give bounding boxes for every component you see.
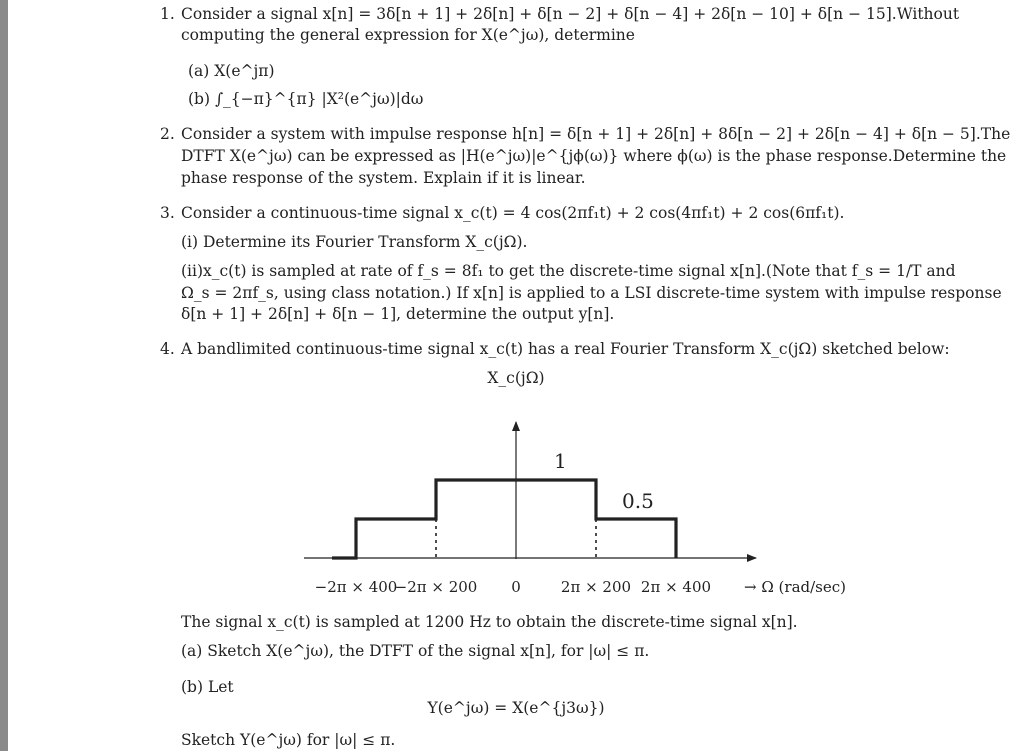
figure-title: X_c(jΩ) [487, 369, 545, 387]
x-axis-label: → Ω (rad/sec) [744, 578, 846, 596]
q4-number: 4. [160, 340, 175, 358]
q1-line1-left: Consider a signal x[n] = 3δ[n + 1] + 2δ[n] + δ[n − 2] + δ[n − 4] + 2δ[n − 10] + δ[n − 15]. [181, 5, 897, 23]
q2-line2-right: Determine the [892, 147, 1007, 165]
q2-line1-left: Consider a system with impulse response h[n] = δ[n + 1] + 2δ[n] + 8δ[n − 2] + 2δ[n − 4] + δ[n − 5]. [181, 125, 981, 143]
q2-line2 [181, 146, 1007, 166]
q2-line1-right: The [980, 125, 1011, 143]
q1-line1-right: Without [896, 5, 960, 23]
q4-part-a: (a) Sketch X(e^jω), the DTFT of the signal x[n], for |ω| ≤ π. [181, 642, 650, 660]
q3-part-ii-line1 [181, 261, 956, 281]
x-tick-label: 0 [511, 578, 521, 596]
q1-number: 1. [160, 5, 175, 23]
q4-equation: Y(e^jω) = X(e^{j3ω}) [427, 699, 605, 717]
q3-part-ii-line1-left: (ii)x_c(t) is sampled at rate of f_s = 8f₁ to get the discrete-time signal x[n]. [181, 262, 766, 280]
annotation-peak-value: 1 [554, 449, 567, 473]
q3-part-ii-line1-right: (Note that f_s = 1/T and [765, 262, 956, 280]
q4-part-b: (b) Let [181, 678, 234, 696]
q3-part-ii-line3: δ[n + 1] + 2δ[n] + δ[n − 1], determine the output y[n]. [181, 305, 615, 323]
x-tick-label: 2π × 200 [560, 578, 632, 596]
spectrum-figure [8, 360, 1024, 610]
q1-part-a: (a) X(e^jπ) [188, 62, 275, 80]
q4-line1: A bandlimited continuous-time signal x_c(t) has a real Fourier Transform X_c(jΩ) sketched below: [181, 340, 950, 358]
q2-line3: phase response of the system. Explain if it is linear. [181, 169, 586, 187]
viewer-left-edge [0, 0, 8, 751]
q1-line2: computing the general expression for X(e^jω), determine [181, 26, 635, 44]
q3-part-i: (i) Determine its Fourier Transform X_c(jΩ). [181, 233, 528, 251]
q2-number: 2. [160, 125, 175, 143]
q1-part-b: (b) ∫_{−π}^{π} |X²(e^jω)|dω [188, 90, 424, 108]
q3-number: 3. [160, 204, 175, 222]
q1-line1 [181, 4, 960, 24]
q2-line1 [181, 124, 1011, 144]
x-tick-label: −2π × 200 [394, 578, 478, 596]
annotation-half-value: 0.5 [622, 489, 654, 513]
q2-line2-left: DTFT X(e^jω) can be expressed as |H(e^jω)|e^{jϕ(ω)} where ϕ(ω) is the phase response. [181, 147, 893, 165]
q3-part-ii-line2: Ω_s = 2πf_s, using class notation.) If x[n] is applied to a LSI discrete-time system with impulse response [181, 284, 1002, 302]
x-tick-label: −2π × 400 [314, 578, 398, 596]
document-page [8, 0, 1024, 751]
x-tick-label: 2π × 400 [640, 578, 712, 596]
q4-after-line: The signal x_c(t) is sampled at 1200 Hz to obtain the discrete-time signal x[n]. [181, 613, 798, 631]
q4-final-line: Sketch Y(e^jω) for |ω| ≤ π. [181, 731, 396, 749]
q3-line1: Consider a continuous-time signal x_c(t) = 4 cos(2πf₁t) + 2 cos(4πf₁t) + 2 cos(6πf₁t). [181, 204, 845, 222]
